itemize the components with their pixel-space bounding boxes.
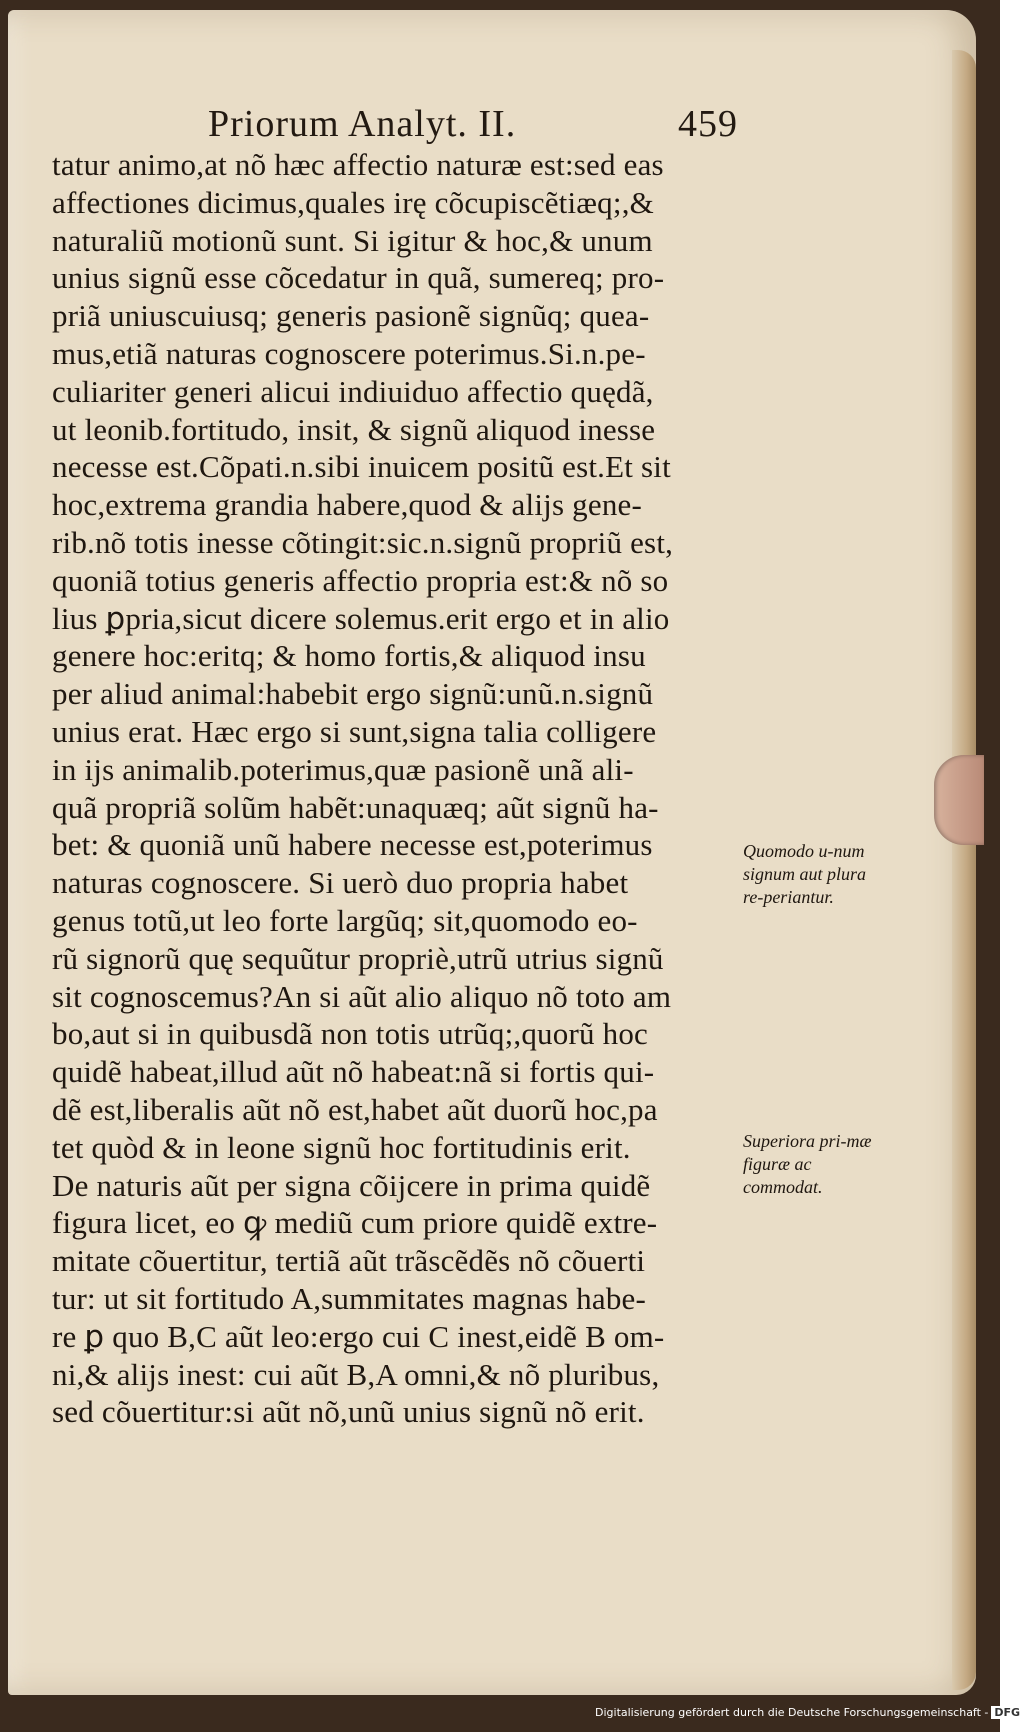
book-clasp (934, 755, 984, 845)
text-line: ni,& alijs inest: cui aũt B,A omni,& nõ pluribus, (52, 1356, 660, 1392)
text-line: rũ signorũ quę sequũtur propriè,utrũ utrius signũ (52, 940, 664, 976)
text-line: tur: ut sit fortitudo A,summitates magnas habe- (52, 1280, 647, 1316)
text-line: quidẽ habeat,illud aũt nõ habeat:nã si fortis qui- (52, 1054, 655, 1090)
text-line: in ijs animalib.poterimus,quæ pasionẽ unã ali- (52, 751, 634, 787)
credit-text: Digitalisierung gefördert durch die Deutsche Forschungsgemeinschaft - (595, 1706, 989, 1719)
text-line: sit cognoscemus?An si aũt alio aliquo nõ toto am (52, 978, 672, 1014)
text-line: mus,etiã naturas cognoscere poterimus.Si.n.pe- (52, 335, 646, 371)
text-line: naturaliũ motionũ sunt. Si igitur & hoc,& unum (52, 222, 653, 258)
text-line: necesse est.Cõpati.n.sibi inuicem positũ est.Et sit (52, 449, 671, 485)
text-line: naturas cognoscere. Si uerò duo propria habet (52, 865, 629, 901)
digitization-credit (595, 1706, 1021, 1719)
margin-note-1: Quomodo u-num signum aut plura re-periantur. (743, 841, 867, 907)
text-line: rib.nõ totis inesse cõtingit:sic.n.signũ propriũ est, (52, 524, 674, 560)
text-line: figura licet, eo ꝙ mediũ cum priore quidẽ extre- (52, 1205, 658, 1241)
text-line: priã uniuscuiusq; generis pasionẽ signũq; quea- (52, 298, 650, 334)
text-line: quã propriã solũm habẽt:unaquæq; aũt signũ ha- (52, 789, 659, 825)
text-line: affectiones dicimus,quales irę cõcupiscẽtiæq;,& (52, 184, 654, 220)
text-line: bet: & quoniã unũ habere necesse est,poterimus (52, 827, 653, 863)
text-line: dẽ est,liberalis aũt nõ est,habet aũt duorũ hoc,pa (52, 1091, 658, 1127)
book-page (8, 10, 976, 1695)
text-line: per aliud animal:habebit ergo signũ:unũ.n.signũ (52, 676, 654, 712)
page-number: 459 (678, 103, 738, 145)
running-title: Priorum Analyt. II. (208, 103, 517, 145)
text-line: unius signũ esse cõcedatur in quã, sumereq; pro- (52, 260, 665, 296)
text-line: De naturis aũt per signa cõijcere in prima quidẽ (52, 1167, 651, 1203)
dfg-logo: DFG (991, 1706, 1023, 1719)
text-line: ut leonib.fortitudo, insit, & signũ aliquod inesse (52, 411, 656, 447)
text-line: lius ꝑpria,sicut dicere solemus.erit ergo et in alio (52, 600, 670, 636)
text-line: sed cõuertitur:si aũt nõ,unũ unius signũ nõ erit. (52, 1394, 645, 1430)
text-line: quoniã totius generis affectio propria est:& nõ so (52, 562, 669, 598)
text-line: tatur animo,at nõ hæc affectio naturæ est:sed eas (52, 147, 664, 182)
margin-note-2: Superiora pri-mæ figuræ ac commodat. (743, 1131, 872, 1197)
text-line: re ꝑ quo B,C aũt leo:ergo cui C inest,eidẽ B om- (52, 1318, 665, 1354)
text-line: culiariter generi alicui indiuiduo affectio quędã, (52, 373, 654, 409)
text-line: genus totũ,ut leo forte largũq; sit,quomodo eo- (52, 902, 638, 938)
text-line: genere hoc:eritq; & homo fortis,& aliquod insu (52, 638, 646, 674)
text-line: hoc,extrema grandia habere,quod & alijs gene- (52, 487, 643, 523)
page-edges (952, 50, 976, 1690)
text-line: mitate cõuertitur, tertiã aũt trãscẽdẽs nõ cõuerti (52, 1243, 646, 1279)
text-line: bo,aut si in quibusdã non totis utrũq;,quorũ hoc (52, 1016, 648, 1052)
text-line: unius erat. Hæc ergo si sunt,signa talia colligere (52, 713, 657, 749)
running-header (208, 102, 738, 146)
body-text (52, 146, 742, 1431)
text-line: tet quòd & in leone signũ hoc fortitudinis erit. (52, 1129, 631, 1165)
